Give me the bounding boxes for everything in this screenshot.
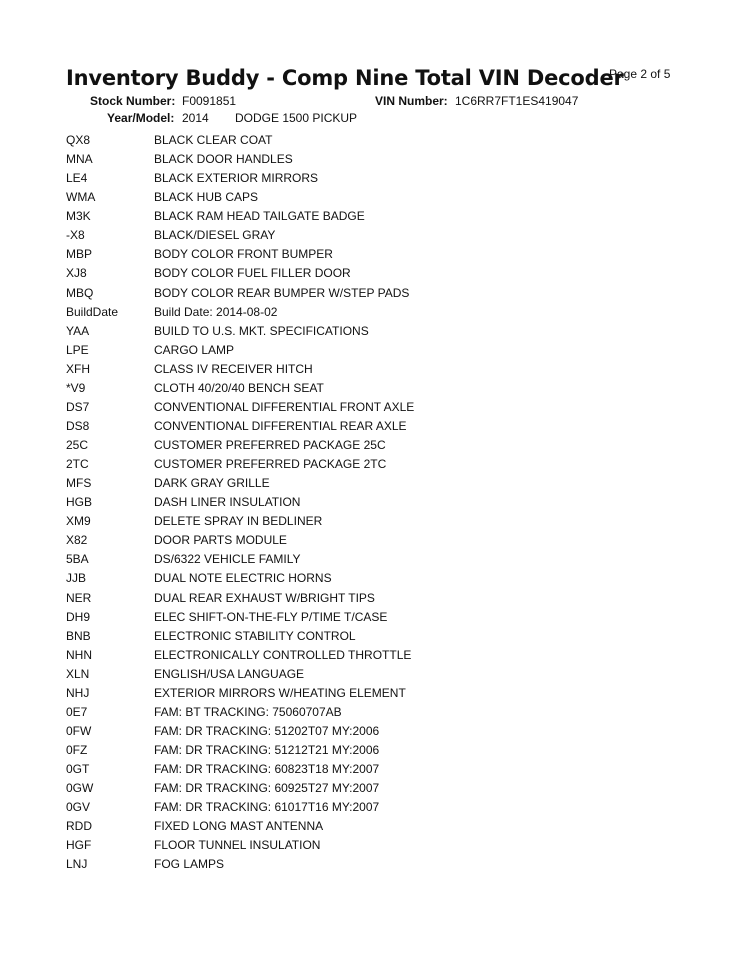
option-description: ELEC SHIFT-ON-THE-FLY P/TIME T/CASE (154, 609, 388, 624)
option-code: MBQ (66, 285, 94, 300)
option-code: 0GT (66, 762, 90, 777)
option-code-row (66, 419, 686, 438)
option-description: FOG LAMPS (154, 857, 225, 872)
option-code-row (66, 629, 686, 648)
option-code: *V9 (66, 380, 86, 395)
option-code-row (66, 495, 686, 514)
option-code: M3K (66, 209, 91, 224)
year-value: 2014 (182, 111, 209, 125)
option-description: BODY COLOR REAR BUMPER W/STEP PADS (154, 285, 410, 300)
option-code: HGF (66, 838, 92, 853)
option-code: LE4 (66, 171, 88, 186)
option-description: FAM: DR TRACKING: 60823T18 MY:2007 (154, 762, 380, 777)
option-code-row (66, 400, 686, 419)
stock-number-label: Stock Number: (90, 94, 176, 108)
option-code: LNJ (66, 857, 88, 872)
option-code-row (66, 724, 686, 743)
option-description: CARGO LAMP (154, 342, 235, 357)
option-code: DS8 (66, 418, 90, 433)
option-code-row (66, 648, 686, 667)
option-description: DOOR PARTS MODULE (154, 533, 287, 548)
option-description: BLACK EXTERIOR MIRRORS (154, 171, 319, 186)
option-code: QX8 (66, 133, 91, 147)
option-code: MBP (66, 247, 93, 262)
option-code-row (66, 133, 686, 152)
option-code-row (66, 190, 686, 209)
option-code: NHJ (66, 685, 90, 700)
option-code-row (66, 610, 686, 629)
option-code: NER (66, 590, 92, 605)
option-description: DUAL REAR EXHAUST W/BRIGHT TIPS (154, 590, 375, 605)
option-description: DS/6322 VEHICLE FAMILY (154, 552, 301, 567)
option-code-row (66, 591, 686, 610)
option-description: FLOOR TUNNEL INSULATION (154, 838, 321, 853)
option-code: JJB (66, 571, 87, 586)
option-code-row (66, 533, 686, 552)
option-code: LPE (66, 342, 89, 357)
year-model-label: Year/Model: (107, 111, 175, 125)
option-description: BLACK RAM HEAD TAILGATE BADGE (154, 209, 365, 224)
option-code-row (66, 838, 686, 857)
option-code-row (66, 286, 686, 305)
option-code-list (66, 133, 686, 876)
option-code-row (66, 857, 686, 876)
vin-number-field (375, 94, 579, 108)
option-description: Build Date: 2014-08-02 (154, 304, 278, 319)
option-code: BuildDate (66, 304, 119, 319)
option-description: BLACK DOOR HANDLES (154, 152, 293, 167)
option-code: 0GW (66, 781, 94, 796)
option-code: XLN (66, 666, 90, 681)
option-code-row (66, 552, 686, 571)
option-code: XM9 (66, 514, 91, 529)
option-description: FAM: BT TRACKING: 75060707AB (154, 704, 342, 719)
option-code-row (66, 381, 686, 400)
option-code: DH9 (66, 609, 91, 624)
option-description: CONVENTIONAL DIFFERENTIAL REAR AXLE (154, 418, 407, 433)
option-description: ELECTRONIC STABILITY CONTROL (154, 628, 356, 643)
option-code-row (66, 343, 686, 362)
option-code: BNB (66, 628, 91, 643)
option-description: BLACK HUB CAPS (154, 190, 259, 205)
option-code: DS7 (66, 399, 90, 414)
option-code-row (66, 438, 686, 457)
option-description: DASH LINER INSULATION (154, 495, 301, 510)
option-code-row (66, 743, 686, 762)
option-code-row (66, 457, 686, 476)
option-code: XFH (66, 361, 90, 376)
option-code: XJ8 (66, 266, 87, 281)
option-code: X82 (66, 533, 88, 548)
option-description: CUSTOMER PREFERRED PACKAGE 25C (154, 438, 386, 452)
option-code: -X8 (66, 228, 85, 243)
option-code: MNA (66, 152, 93, 167)
vin-number-label: VIN Number: (375, 94, 448, 108)
option-description: CUSTOMER PREFERRED PACKAGE 2TC (154, 457, 387, 472)
option-code-row (66, 705, 686, 724)
option-description: BODY COLOR FRONT BUMPER (154, 247, 333, 262)
option-description: CLASS IV RECEIVER HITCH (154, 361, 313, 376)
option-description: BUILD TO U.S. MKT. SPECIFICATIONS (154, 323, 369, 338)
option-code-row (66, 171, 686, 190)
option-description: CONVENTIONAL DIFFERENTIAL FRONT AXLE (154, 399, 415, 414)
option-code-row (66, 209, 686, 228)
option-description: CLOTH 40/20/40 BENCH SEAT (154, 380, 324, 395)
option-description: FIXED LONG MAST ANTENNA (154, 819, 324, 834)
option-description: ENGLISH/USA LANGUAGE (154, 666, 305, 681)
option-code: WMA (66, 190, 96, 205)
page-number: Page 2 of 5 (609, 67, 671, 81)
option-description: FAM: DR TRACKING: 60925T27 MY:2007 (154, 781, 380, 796)
option-code-row (66, 305, 686, 324)
vin-number-value: 1C6RR7FT1ES419047 (455, 94, 579, 108)
option-description: FAM: DR TRACKING: 51212T21 MY:2006 (154, 743, 380, 757)
option-code-row (66, 686, 686, 705)
option-description: ELECTRONICALLY CONTROLLED THROTTLE (154, 647, 412, 662)
option-description: DUAL NOTE ELECTRIC HORNS (154, 571, 332, 586)
option-description: EXTERIOR MIRRORS W/HEATING ELEMENT (154, 685, 406, 700)
option-code-row (66, 571, 686, 590)
option-code: YAA (66, 323, 90, 338)
option-description: BODY COLOR FUEL FILLER DOOR (154, 266, 351, 281)
option-description: DARK GRAY GRILLE (154, 476, 270, 491)
option-code: MFS (66, 476, 92, 491)
option-description: FAM: DR TRACKING: 51202T07 MY:2006 (154, 723, 380, 738)
option-code: RDD (66, 819, 92, 834)
option-description: FAM: DR TRACKING: 61017T16 MY:2007 (154, 800, 380, 815)
option-code: NHN (66, 647, 92, 662)
option-code: HGB (66, 495, 93, 510)
option-code: 0FZ (66, 743, 88, 757)
option-code-row (66, 781, 686, 800)
option-description: BLACK CLEAR COAT (154, 133, 273, 147)
stock-number-value: F0091851 (182, 94, 237, 108)
option-description: DELETE SPRAY IN BEDLINER (154, 514, 323, 529)
option-code-row (66, 362, 686, 381)
option-code: 0E7 (66, 704, 88, 719)
option-code-row (66, 762, 686, 781)
option-code-row (66, 228, 686, 247)
model-value: DODGE 1500 PICKUP (235, 111, 358, 125)
stock-number-field (90, 94, 237, 108)
option-code: 2TC (66, 457, 89, 472)
option-description: BLACK/DIESEL GRAY (154, 228, 276, 243)
option-code-row (66, 819, 686, 838)
option-code: 0GV (66, 800, 91, 815)
option-code-row (66, 247, 686, 266)
option-code: 0FW (66, 723, 92, 738)
year-model-field (107, 111, 358, 125)
option-code-row (66, 324, 686, 343)
option-code-row (66, 800, 686, 819)
option-code: 5BA (66, 552, 89, 567)
option-code-row (66, 667, 686, 686)
option-code-row (66, 476, 686, 495)
option-code-row (66, 266, 686, 285)
option-code-row (66, 152, 686, 171)
document-title: Inventory Buddy - Comp Nine Total VIN Decoder (66, 66, 624, 90)
option-code-row (66, 514, 686, 533)
option-code: 25C (66, 438, 89, 452)
